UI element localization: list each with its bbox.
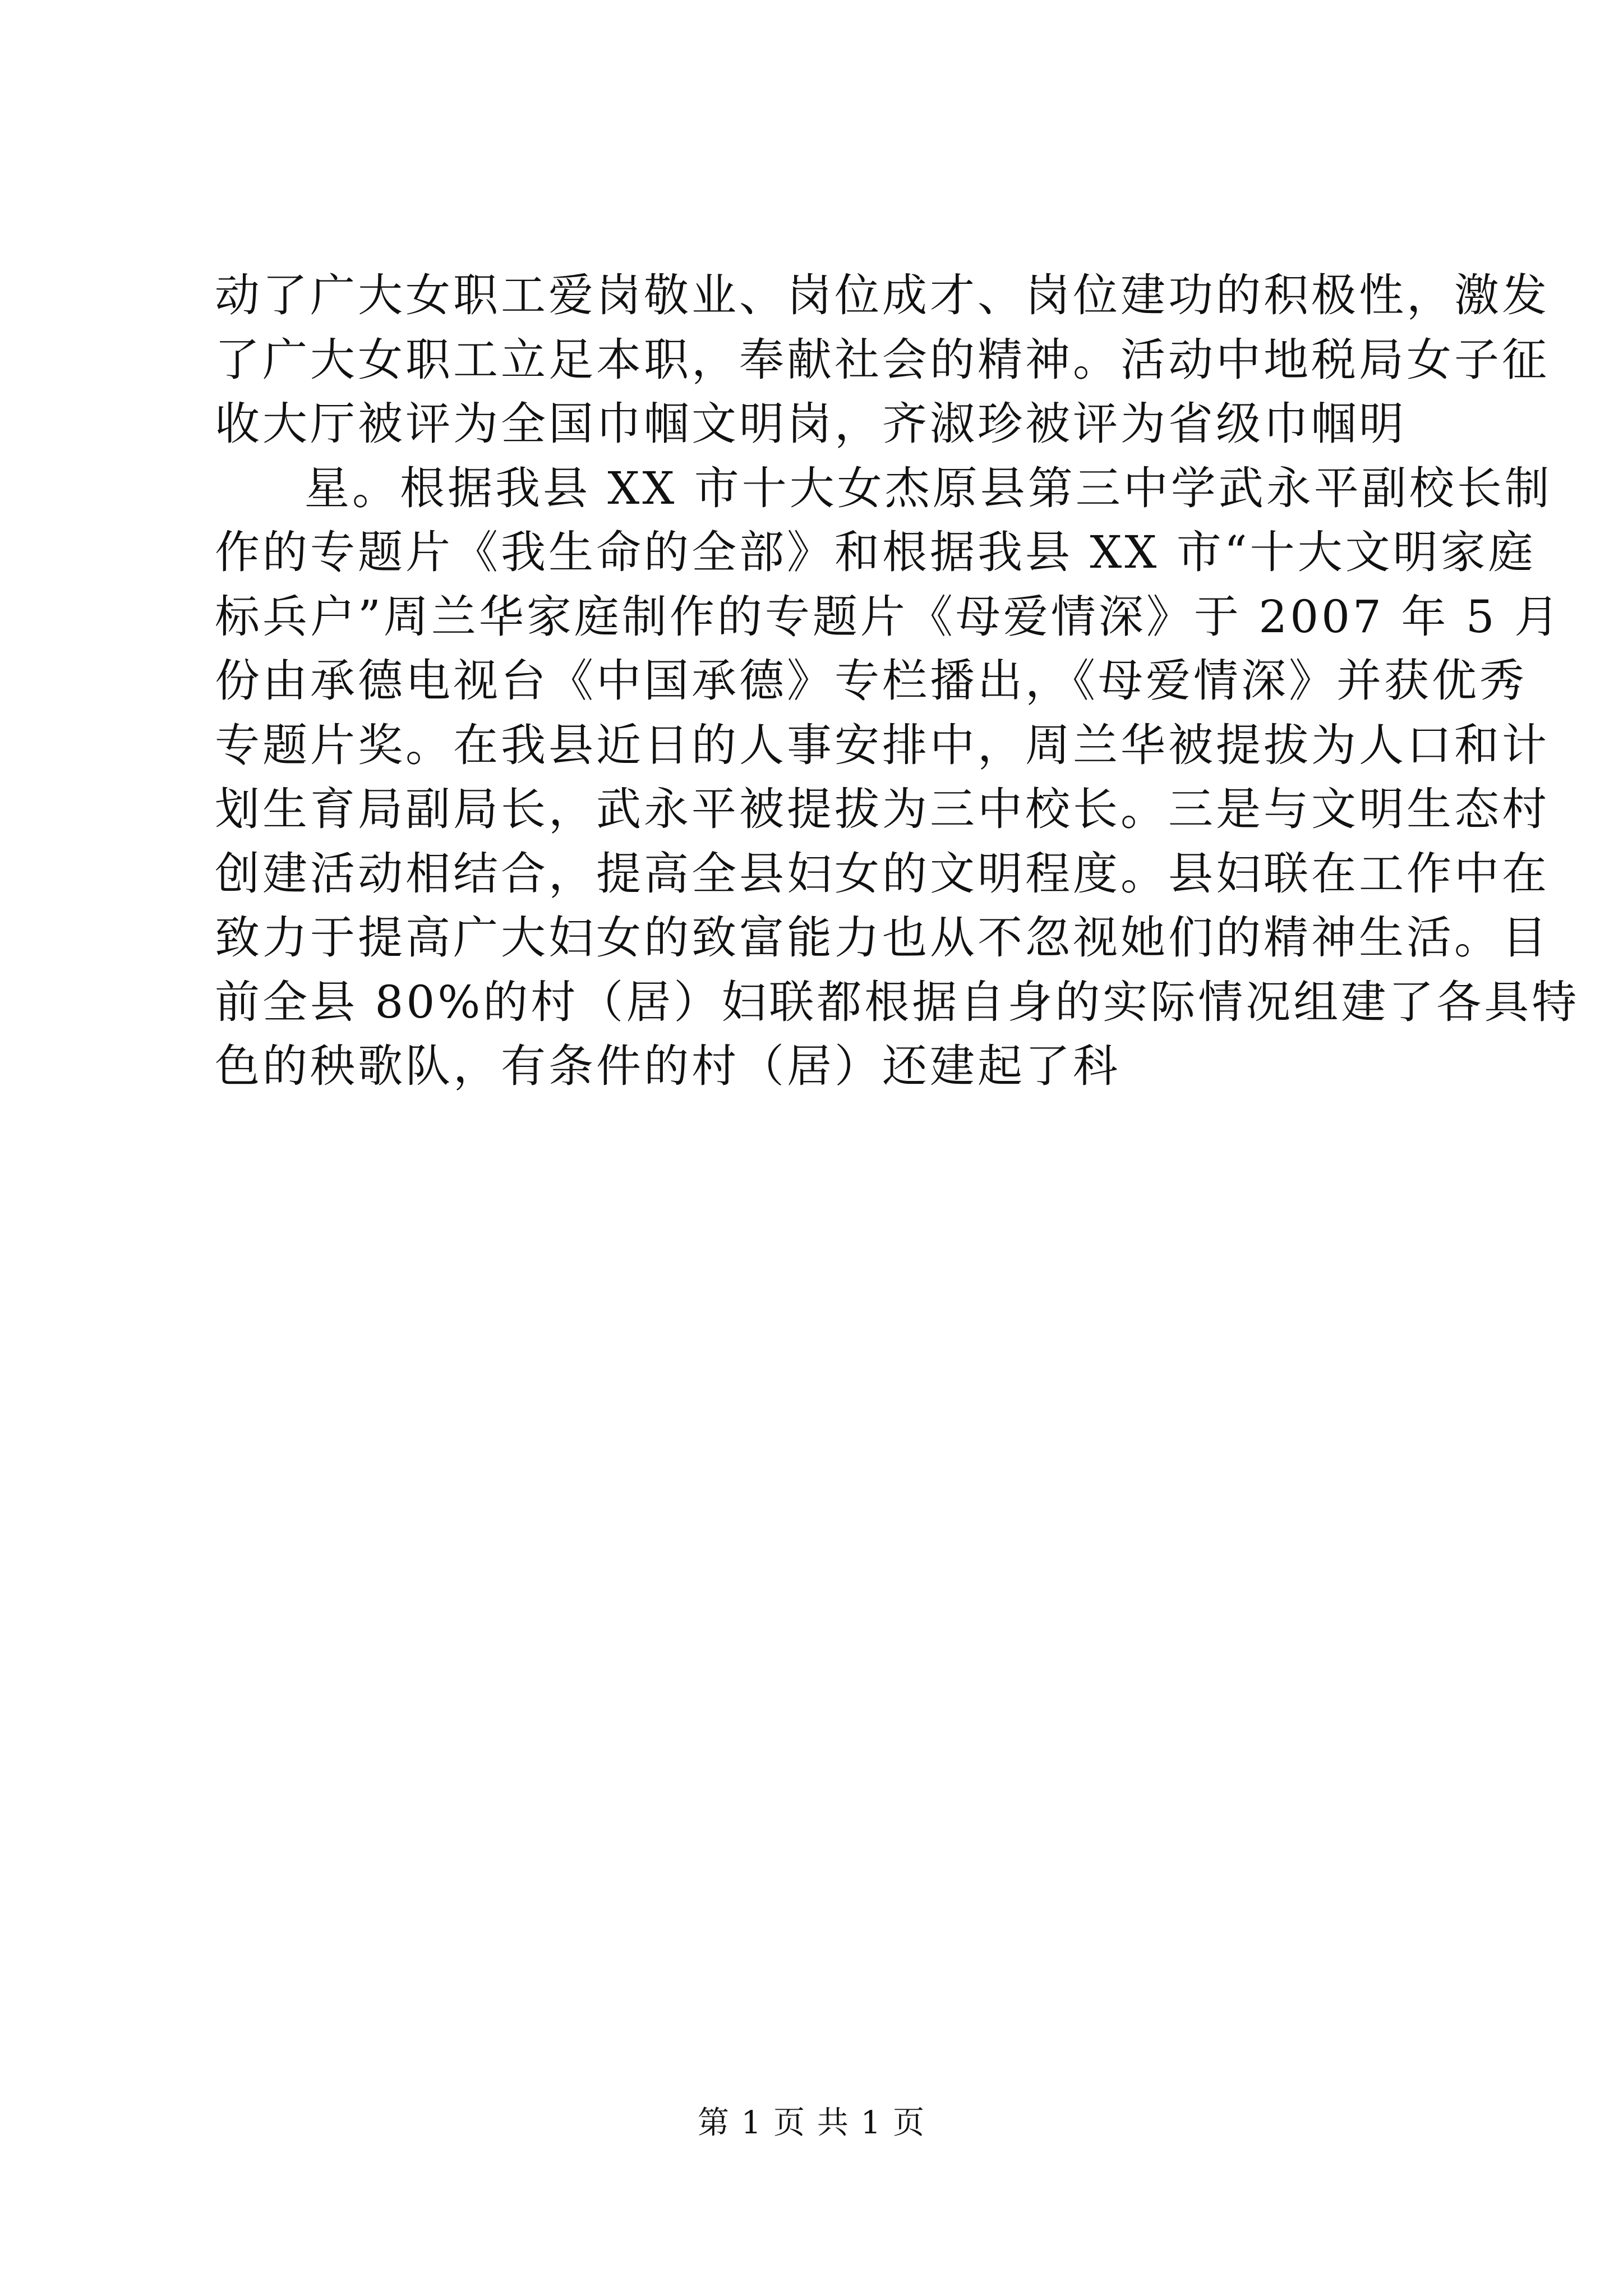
text-line: 色的秧歌队，有条件的村（居）还建起了科 — [215, 1040, 1121, 1092]
text-line: 动了广大女职工爱岗敬业、岗位成才、岗位建功的积极性，激发 — [215, 269, 1550, 321]
paragraph-1 — [215, 264, 1550, 457]
text-line: 创建活动相结合，提高全县妇女的文明程度。县妇联在工作中在 — [215, 847, 1550, 900]
document-body — [215, 264, 1580, 1099]
text-line: 作的专题片《我生命的全部》和根据我县 XX 市“十大文明家庭 — [215, 526, 1536, 578]
text-line: 标兵户”周兰华家庭制作的专题片《母爱情深》于 2007 年 5 月 — [215, 590, 1562, 643]
text-line: 份由承德电视台《中国承德》专栏播出，《母爱情深》并获优秀 — [215, 655, 1527, 707]
text-line: 星。根据我县 XX 市十大女杰原县第三中学武永平副校长制 — [305, 462, 1552, 514]
text-line: 致力于提高广大妇女的致富能力也从不忽视她们的精神生活。目 — [215, 912, 1550, 964]
text-line: 前全县 80%的村（居）妇联都根据自身的实际情况组建了各具特 — [215, 976, 1580, 1028]
text-line: 了广大女职工立足本职，奉献社会的精神。活动中地税局女子征 — [215, 333, 1550, 386]
text-line: 划生育局副局长，武永平被提拔为三中校长。三是与文明生态村 — [215, 783, 1550, 835]
text-line: 专题片奖。在我县近日的人事安排中，周兰华被提拔为人口和计 — [215, 719, 1550, 771]
paragraph-2 — [215, 457, 1580, 1099]
text-line: 收大厅被评为全国巾帼文明岗，齐淑珍被评为省级巾帼明 — [215, 398, 1407, 450]
page-number-footer: 第 1 页 共 1 页 — [697, 2105, 926, 2141]
